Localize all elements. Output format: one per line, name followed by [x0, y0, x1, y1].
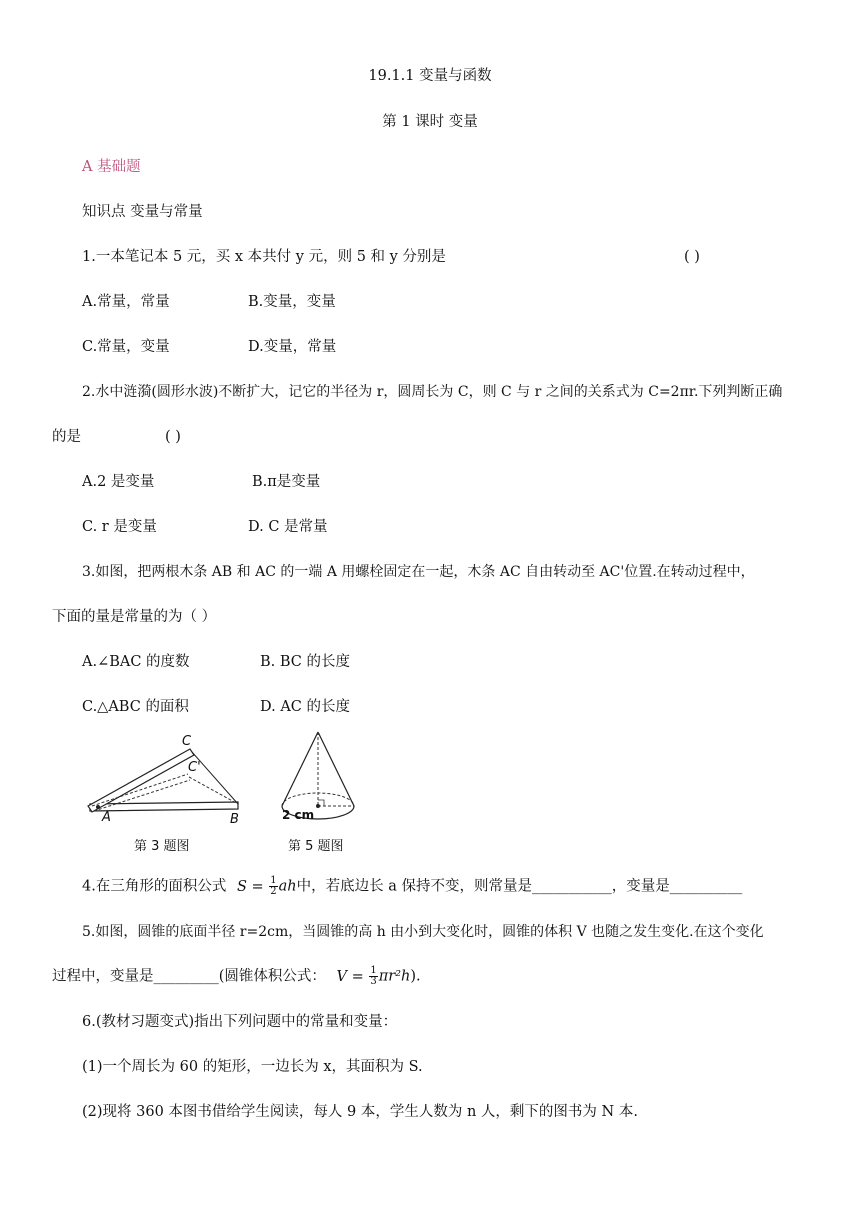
figure-5-caption: 第 5 题图: [288, 839, 344, 854]
q6-part-2: (2)现将 360 本图书借给学生阅读，每人 9 本，学生人数为 n 人，剩下的图书为 N 本.: [82, 1104, 638, 1120]
q4-formula-rhs: ah: [278, 878, 297, 895]
fig5-label-radius: 2 cm: [282, 808, 315, 822]
q5-formula-fraction: [369, 966, 377, 987]
q3-option-d: D. AC 的长度: [260, 699, 351, 715]
figure-3-caption: 第 3 题图: [134, 839, 190, 854]
q1-option-a: A.常量，常量: [82, 294, 170, 310]
q1-option-d: D.变量，常量: [248, 339, 337, 355]
q2-option-c: C. r 是变量: [82, 519, 157, 535]
q1-option-c: C.常量，变量: [82, 339, 170, 355]
q1-option-b: B.变量，变量: [248, 294, 336, 310]
fig3-label-a: A: [102, 810, 111, 825]
q2-stem: 2.水中涟漪(圆形水波)不断扩大，记它的半径为 r，圆周长为 C，则 C 与 r 之间的关系式为 C=2πr.下列判断正确: [82, 384, 783, 400]
q4-prefix: 4.在三角形的面积公式: [82, 878, 227, 895]
q5-stem-suffix: ).: [410, 968, 421, 985]
q4-suffix: 中，若底边长 a 保持不变，则常量是___________，变量是__________: [296, 878, 743, 895]
fig3-label-b: B: [230, 812, 239, 827]
q1-answer-paren: ( ): [684, 249, 700, 265]
q5-stem: 5.如图，圆锥的底面半径 r=2cm，当圆锥的高 h 由小到大变化时，圆锥的体积 V 也随之发生变化.在这个变化: [82, 924, 764, 940]
figure-3-sticks: [84, 736, 254, 828]
q6-stem: 6.(教材习题变式)指出下列问题中的常量和变量：: [82, 1014, 398, 1030]
q5-frac-den: 3: [370, 976, 377, 987]
section-label: A 基础题: [82, 159, 141, 175]
topic-label: 知识点 变量与常量: [82, 204, 203, 220]
q4-line: [82, 876, 742, 897]
q3-option-c: C.△ABC 的面积: [82, 699, 189, 715]
q5-formula-lhs: V =: [336, 968, 364, 985]
q3-option-a: A.∠BAC 的度数: [82, 654, 190, 670]
q4-formula-lhs: S =: [236, 878, 264, 895]
fig3-label-c: C: [182, 734, 192, 749]
q5-stem-cont: 过程中，变量是_________(圆锥体积公式：: [52, 968, 326, 985]
doc-title: 19.1.1 变量与函数: [368, 68, 492, 84]
q5-formula-rhs: πr²h: [378, 968, 411, 985]
q3-stem-cont: 下面的量是常量的为（ ）: [52, 609, 217, 625]
q3-option-b: B. BC 的长度: [260, 654, 351, 670]
q3-stem: 3.如图，把两根木条 AB 和 AC 的一端 A 用螺栓固定在一起，木条 AC 自由转动至 AC'位置.在转动过程中，: [82, 564, 755, 580]
q1-stem: 1.一本笔记本 5 元，买 x 本共付 y 元，则 5 和 y 分别是: [82, 249, 446, 265]
q6-part-1: (1)一个周长为 60 的矩形，一边长为 x，其面积为 S.: [82, 1059, 423, 1075]
q5-line2: [52, 966, 421, 987]
q2-stem-cont: 的是: [52, 429, 81, 445]
q5-frac-num: 1: [370, 965, 377, 976]
q4-frac-den: 2: [270, 886, 277, 897]
q2-option-a: A.2 是变量: [82, 474, 155, 490]
lesson-title: 第 1 课时 变量: [382, 114, 478, 130]
q4-formula-fraction: [269, 876, 277, 897]
fig3-label-c-prime: C': [188, 760, 201, 775]
q2-option-d: D. C 是常量: [248, 519, 328, 535]
q4-frac-num: 1: [270, 875, 277, 886]
q2-answer-paren: ( ): [165, 429, 181, 445]
q2-option-b: B.π是变量: [252, 474, 321, 490]
figure-5-cone: [278, 728, 358, 828]
